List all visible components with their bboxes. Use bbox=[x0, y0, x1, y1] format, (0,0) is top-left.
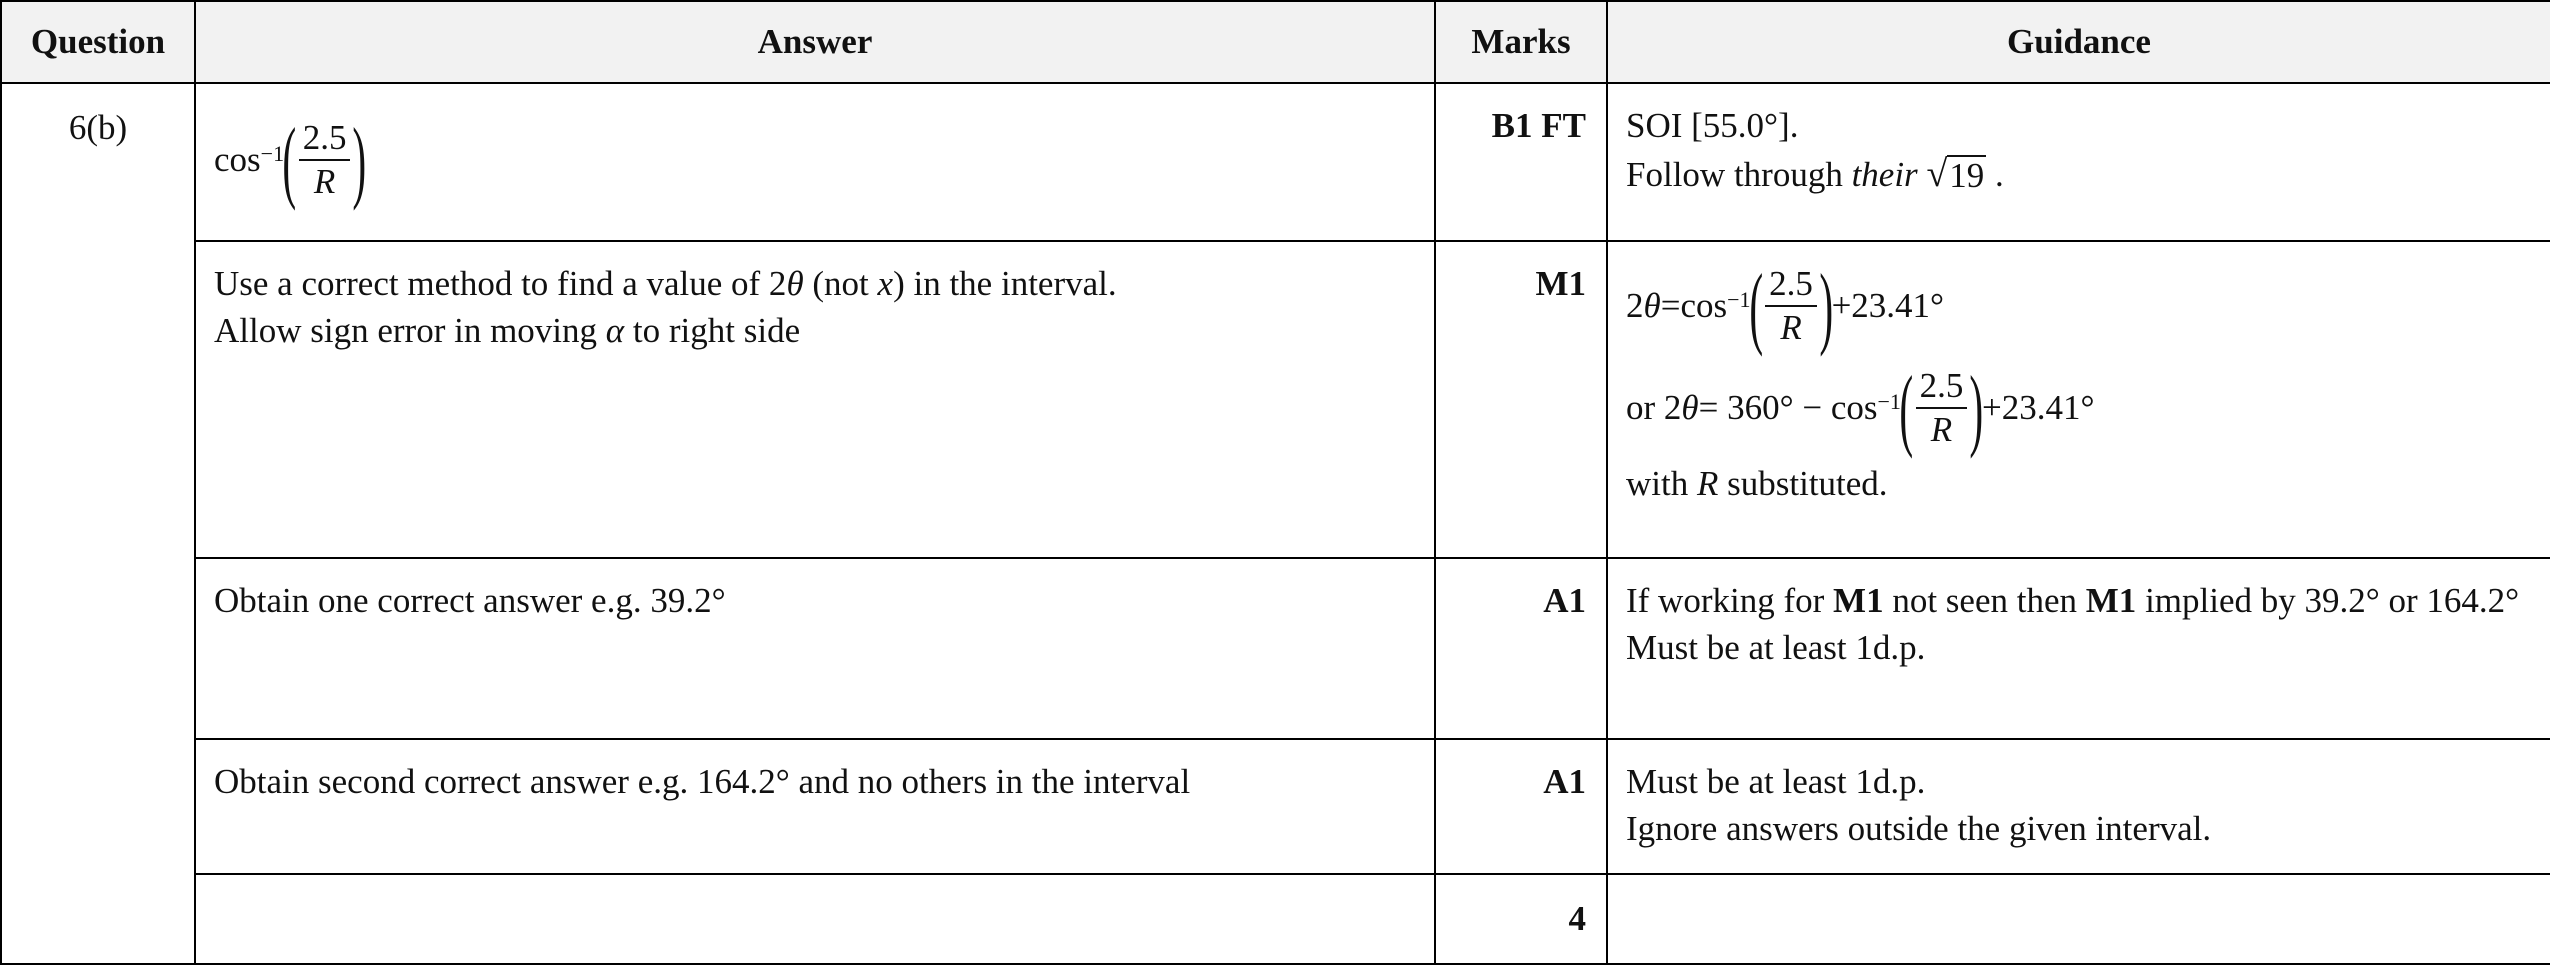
guidance-cell: SOI [55.0°]. Follow through their √ 19 . bbox=[1607, 83, 2550, 241]
answer-cell: Obtain second correct answer e.g. 164.2° and no others in the interval bbox=[195, 739, 1435, 874]
table-row bbox=[1, 241, 2550, 558]
math-expression: or 2 θ = 360° − cos −1 ( $\frac{2.5}{R}$ ) +23.41° bbox=[1626, 357, 2095, 459]
header-row bbox=[1, 1, 2550, 83]
guidance-cell: If working for M1 not seen then M1 implied by 39.2° or 164.2° Must be at least 1d.p. bbox=[1607, 558, 2550, 739]
guidance-cell: Must be at least 1d.p. Ignore answers outside the given interval. bbox=[1607, 739, 2550, 874]
marks-cell: A1 bbox=[1435, 558, 1607, 739]
header-guidance: Guidance bbox=[1607, 1, 2550, 83]
marks-cell: M1 bbox=[1435, 241, 1607, 558]
table-row bbox=[1, 558, 2550, 739]
question-number: 6(b) bbox=[1, 83, 195, 964]
answer-cell: Use a correct method to find a value of 2θ (not x) in the interval. Allow sign error in moving α to right side bbox=[195, 241, 1435, 558]
table-row bbox=[1, 874, 2550, 964]
table-row bbox=[1, 83, 2550, 241]
math-expression: cos −1 ( $\frac{2.5}{R}$ ) bbox=[214, 109, 367, 211]
marks-cell: A1 bbox=[1435, 739, 1607, 874]
header-marks: Marks bbox=[1435, 1, 1607, 83]
header-answer: Answer bbox=[195, 1, 1435, 83]
answer-cell: Obtain one correct answer e.g. 39.2° bbox=[195, 558, 1435, 739]
marks-cell: B1 FT bbox=[1435, 83, 1607, 241]
answer-cell bbox=[195, 83, 1435, 241]
answer-cell bbox=[195, 874, 1435, 964]
fraction: $\frac{2.5}{R}$ bbox=[299, 117, 351, 203]
total-marks-cell: 4 bbox=[1435, 874, 1607, 964]
math-expression: 2 θ = cos −1 ( $\frac{2.5}{R}$ ) +23.41° bbox=[1626, 255, 1945, 357]
square-root: √ 19 bbox=[1926, 153, 1985, 196]
guidance-cell bbox=[1607, 874, 2550, 964]
header-question: Question bbox=[1, 1, 195, 83]
fraction: $\frac{2.5}{R}$ bbox=[1765, 263, 1817, 349]
table-row bbox=[1, 739, 2550, 874]
guidance-cell: 2 θ = cos −1 ( $\frac{2.5}{R}$ ) +23.41° or 2 θ = 360° − cos −1 ( $\frac{2.5}{R}$ ) +23.41° with R substituted. bbox=[1607, 241, 2550, 558]
fraction: $\frac{2.5}{R}$ bbox=[1916, 365, 1968, 451]
